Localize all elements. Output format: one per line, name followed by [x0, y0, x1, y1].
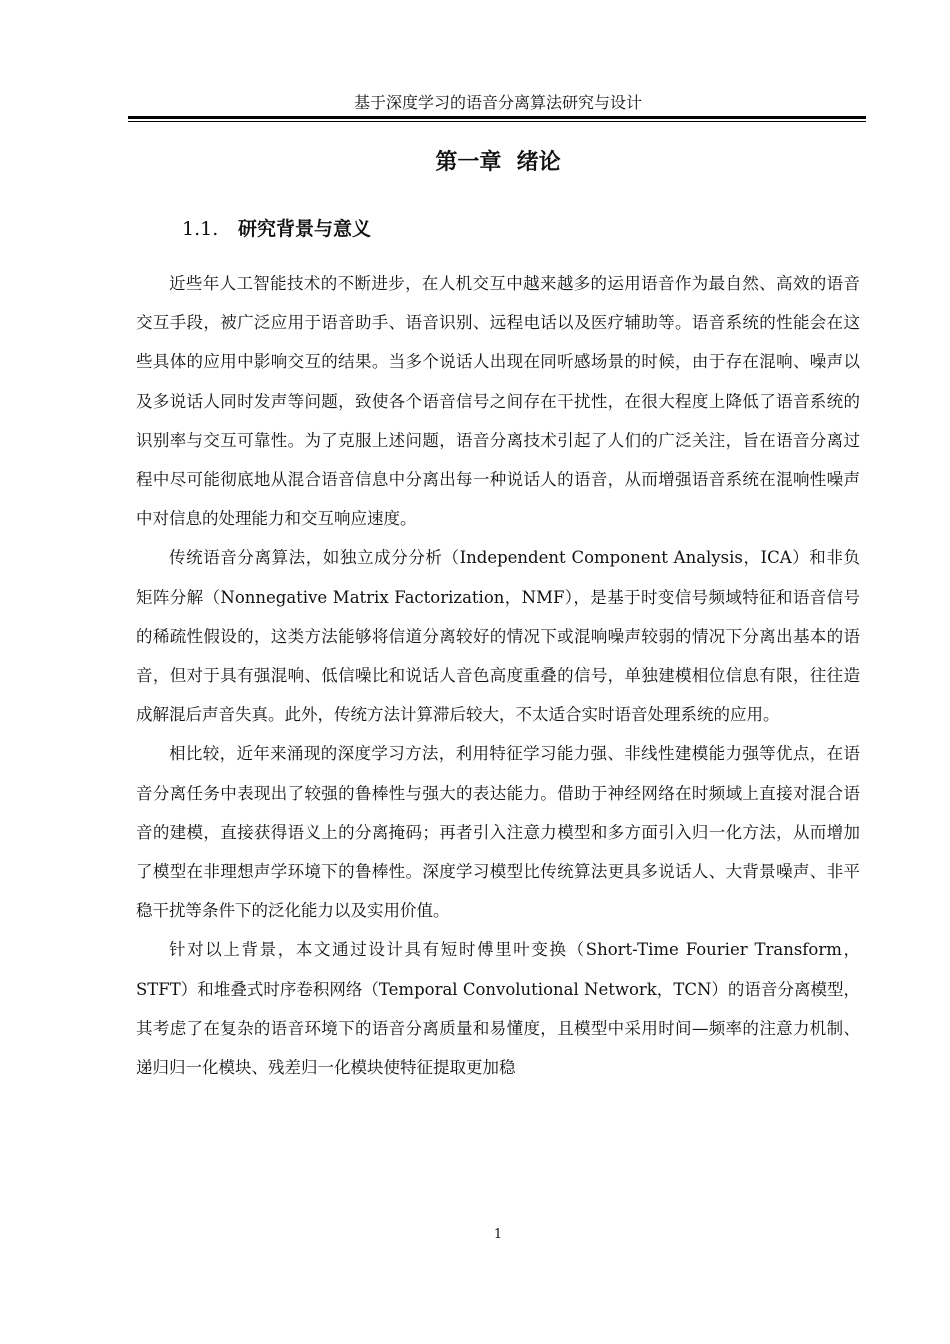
- body-text: [136, 264, 860, 1087]
- paragraph-3: 相比较，近年来涌现的深度学习方法，利用特征学习能力强、非线性建模能力强等优点，在语音分离任务中表现出了较强的鲁棒性与强大的表达能力。借助于神经网络在时频域上直接对混合语音的建模，直接获得语义上的分离掩码；再者引入注意力模型和多方面引入归一化方法，从而增加了模型在非理想声学环境下的鲁棒性。深度学习模型比传统算法更具多说话人、大背景噪声、非平稳干扰等条件下的泛化能力以及实用价值。: [136, 744, 860, 921]
- section-heading: [182, 214, 371, 244]
- paragraph-1: 近些年人工智能技术的不断进步，在人机交互中越来越多的运用语音作为最自然、高效的语音交互手段，被广泛应用于语音助手、语音识别、远程电话以及医疗辅助等。语音系统的性能会在这些具体的应用中影响交互的结果。当多个说话人出现在同听感场景的时候，由于存在混响、噪声以及多说话人同时发声等问题，致使各个语音信号之间存在干扰性，在很大程度上降低了语音系统的识别率与交互可靠性。为了克服上述问题，语音分离技术引起了人们的广泛关注，旨在语音分离过程中尽可能彻底地从混合语音信息中分离出每一种说话人的语音，从而增强语音系统在混响性噪声中对信息的处理能力和交互响应速度。: [136, 274, 860, 529]
- running-header: 基于深度学习的语音分离算法研究与设计: [353, 93, 642, 112]
- section-number: 1.1.: [182, 218, 219, 240]
- paragraph-4: 针对以上背景，本文通过设计具有短时傅里叶变换（Short-Time Fourier Transform，STFT）和堆叠式时序卷积网络（Temporal Convolutional Network，TCN）的语音分离模型，其考虑了在复杂的语音环境下的语音分离质量和易懂度，且模型中采用时间—频率的注意力机制、递归归一化模块、残差归一化模块使特征提取更加稳: [136, 940, 860, 1078]
- chapter-title: 第一章 绪论: [435, 150, 561, 175]
- header-rule-thin: [128, 121, 866, 122]
- page-number: 1: [493, 1227, 503, 1242]
- section-title: 研究背景与意义: [238, 218, 372, 240]
- header-rule-thick: [128, 116, 866, 119]
- paragraph-2: 传统语音分离算法，如独立成分分析（Independent Component Analysis，ICA）和非负矩阵分解（Nonnegative Matrix Factorization，NMF），是基于时变信号频域特征和语音信号的稀疏性假设的，这类方法能够将信道分离较好的情况下或混响噪声较弱的情况下分离出基本的语音，但对于具有强混响、低信噪比和说话人音色高度重叠的信号，单独建模相位信息有限，往往造成解混后声音失真。此外，传统方法计算滞后较大，不太适合实时语音处理系统的应用。: [136, 548, 860, 725]
